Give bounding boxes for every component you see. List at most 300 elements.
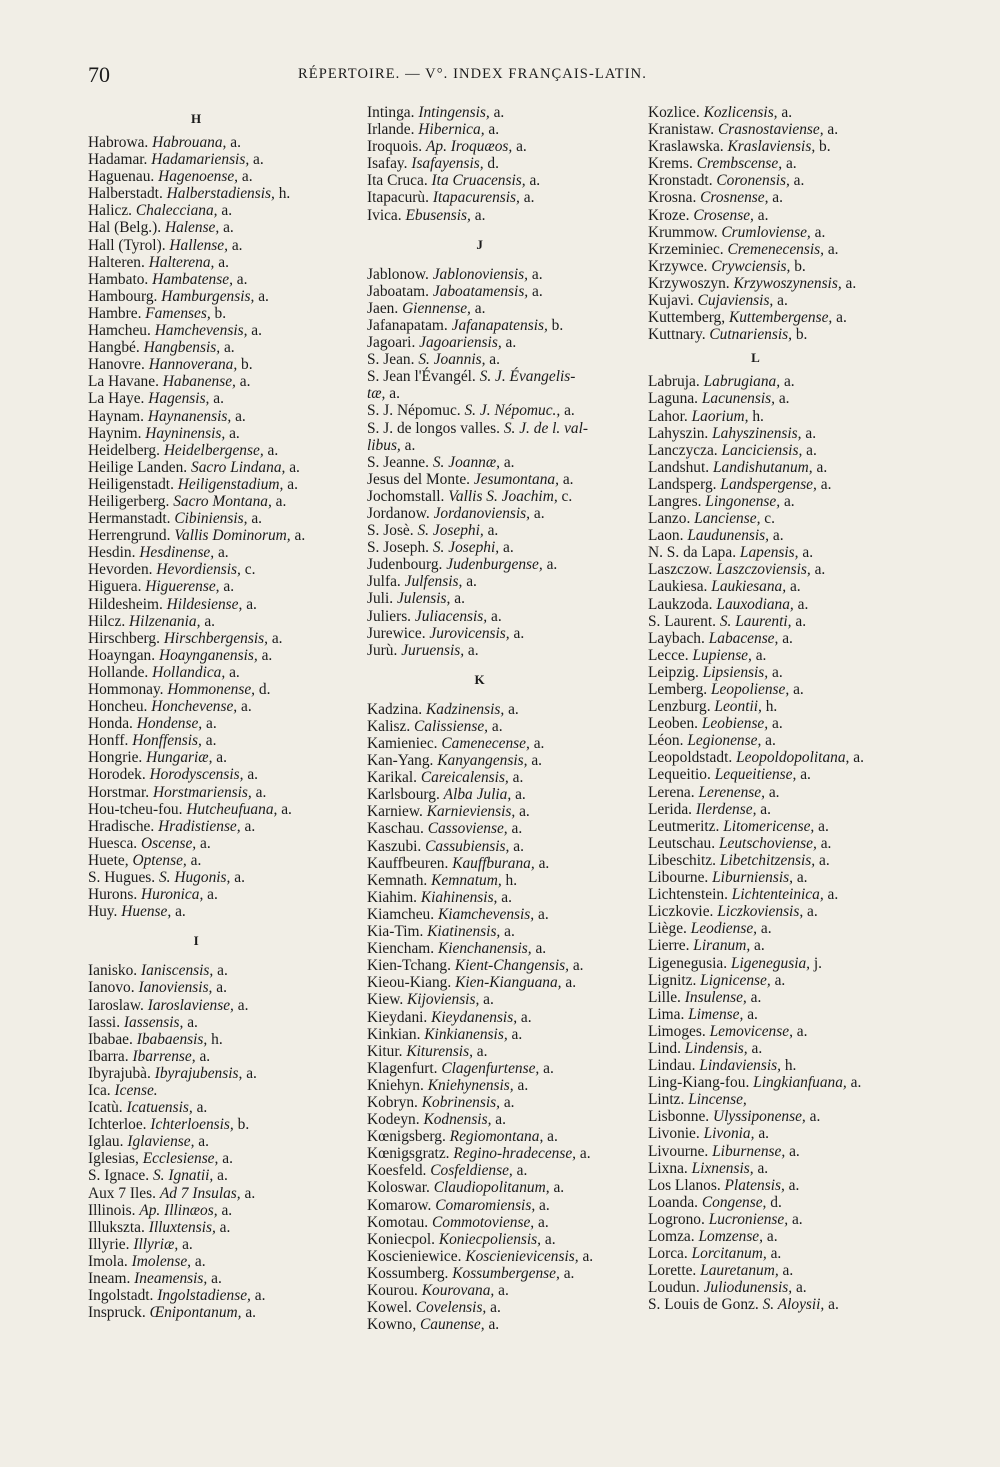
french-name: Jurewice.: [367, 624, 426, 642]
grade-code: b.: [819, 138, 831, 156]
grade-code: a.: [818, 817, 829, 835]
running-head: RÉPERTOIRE. — V°. INDEX FRANÇAIS-LATIN.: [298, 66, 647, 82]
latin-name: Hallense,: [169, 236, 228, 254]
index-entry: [648, 408, 864, 425]
grade-code: a.: [795, 1279, 807, 1297]
latin-name: Hayninensis,: [145, 424, 226, 442]
grade-code: a.: [223, 339, 235, 357]
grade-code: a.: [474, 206, 486, 224]
latin-name: Itapacurensis,: [432, 189, 520, 207]
latin-name: Congense,: [701, 1193, 767, 1211]
index-entry: [648, 749, 864, 766]
grade-code: a.: [827, 886, 839, 904]
french-name: Heidelberg.: [88, 441, 160, 459]
french-name: Komotau.: [367, 1213, 429, 1231]
index-entry: [648, 1143, 864, 1160]
index-entry: [367, 625, 593, 642]
grade-code: a.: [531, 752, 543, 770]
grade-code: a.: [788, 1176, 800, 1194]
french-name: Kroze.: [648, 206, 690, 224]
index-entry: [88, 237, 305, 254]
latin-name: Careicalensis,: [420, 769, 509, 787]
grade-code: a.: [853, 749, 864, 767]
index-entry: [88, 1048, 305, 1065]
index-column-1: [88, 104, 305, 1321]
latin-name: Chalecciana,: [135, 202, 218, 220]
index-entry: [367, 1316, 593, 1333]
index-entry: [648, 835, 864, 852]
latin-name: Ibabaensis,: [136, 1030, 208, 1048]
french-name: Lemberg.: [648, 681, 708, 698]
grade-code: a.: [789, 578, 801, 596]
french-name: Iroquois.: [367, 138, 423, 156]
french-name: Ibabae.: [88, 1030, 133, 1048]
french-name: Kieou-Kiang.: [367, 974, 452, 992]
index-entry: [367, 300, 593, 317]
index-entry: [367, 1009, 593, 1026]
french-name: Los Llanos.: [648, 1176, 721, 1194]
grade-code: a.: [404, 436, 416, 454]
french-name: Ianisko.: [88, 962, 138, 980]
index-entry: [88, 254, 305, 271]
latin-name: Lucroniense,: [708, 1210, 789, 1228]
index-entry: [367, 608, 593, 625]
index-entry: [367, 283, 593, 300]
latin-name: Platensis,: [724, 1176, 785, 1194]
index-entry: [88, 698, 305, 715]
grade-code: a.: [187, 1013, 198, 1031]
grade-code: a.: [267, 441, 279, 459]
french-name: Heiligerberg.: [88, 492, 170, 510]
grade-code: a.: [246, 1064, 257, 1082]
french-name: Jagoari.: [367, 334, 416, 352]
latin-name: Libetchitzensis,: [719, 851, 816, 869]
index-entry: [648, 1296, 864, 1313]
french-name: Lind.: [648, 1039, 681, 1057]
french-name: Itapacurù.: [367, 189, 429, 207]
latin-name: Lemovicense,: [709, 1022, 793, 1040]
latin-name: Lindaviensis,: [699, 1057, 781, 1075]
grade-code: a.: [754, 937, 765, 955]
latin-name: Hesdinense,: [139, 544, 215, 562]
latin-name: Lichtenteinica,: [731, 886, 824, 904]
grade-code: a.: [229, 663, 240, 681]
french-name: Hadamar.: [88, 151, 148, 169]
latin-name: Legionense,: [687, 732, 762, 750]
french-name: Lixna.: [648, 1159, 688, 1177]
french-name: Koesfeld.: [367, 1162, 427, 1180]
grade-code: a.: [771, 715, 783, 733]
grade-code: h.: [278, 185, 291, 203]
index-column-2: [367, 104, 593, 1333]
index-entry: [648, 309, 864, 326]
grade-code: a.: [241, 168, 253, 186]
index-entry: [367, 488, 593, 505]
latin-name: Leobiense,: [701, 715, 769, 733]
french-name: Kuttnary.: [648, 326, 706, 344]
french-name: Ica.: [88, 1081, 111, 1099]
french-name: Lindau.: [648, 1057, 696, 1075]
latin-name: Liburnense,: [712, 1142, 786, 1160]
latin-name: Laszczoviensis,: [716, 561, 811, 579]
latin-name: Lorcitanum,: [691, 1245, 767, 1263]
grade-code: a.: [806, 441, 817, 459]
french-name: Krzywoszyn.: [648, 274, 730, 292]
latin-name: Hirschbergensis,: [163, 629, 268, 647]
french-name: Ligenegusia.: [648, 954, 728, 972]
latin-name: Hadamariensis,: [151, 151, 250, 169]
latin-name: Clagenfurtense,: [441, 1059, 540, 1077]
grade-code: a.: [254, 1287, 266, 1305]
french-name: Huesca.: [88, 834, 138, 852]
french-name: Lintz.: [648, 1091, 685, 1109]
french-name: S. J. Népomuc.: [367, 402, 461, 420]
french-name: Honff.: [88, 732, 129, 750]
index-entry: [88, 1167, 305, 1184]
french-name: Horstmar.: [88, 783, 150, 801]
grade-code: a.: [807, 903, 818, 921]
index-entry: [367, 1265, 593, 1282]
grade-code: a.: [275, 492, 287, 510]
index-entry: [367, 1248, 593, 1265]
grade-code: a.: [800, 766, 811, 784]
latin-name: S. Aloysii,: [762, 1296, 825, 1314]
grade-code: a.: [814, 223, 826, 241]
french-name: Ingolstadt.: [88, 1287, 154, 1305]
grade-code: a.: [543, 1059, 554, 1077]
french-name: S. Laurent.: [648, 612, 716, 630]
grade-code: a.: [223, 219, 234, 237]
grade-code: a.: [805, 424, 817, 442]
latin-name: Crosense,: [693, 206, 754, 224]
french-name: Kœnigsgratz.: [367, 1145, 450, 1163]
latin-name: Icense.: [114, 1081, 158, 1099]
latin-name: Krzywoszynensis,: [733, 274, 842, 292]
french-name: Kowno,: [367, 1316, 417, 1334]
index-entry: [367, 923, 593, 940]
index-entry: [648, 596, 864, 613]
grade-code: d.: [770, 1193, 782, 1211]
grade-code: a.: [236, 270, 248, 288]
latin-name: Crasnostaviense,: [717, 121, 824, 139]
latin-name: Kanyangensis,: [437, 752, 528, 770]
french-name: Kozlice.: [648, 104, 700, 121]
french-name: Leutmeritz.: [648, 817, 720, 835]
french-name: Kourou.: [367, 1282, 418, 1299]
latin-name: S. Ignatii,: [152, 1167, 214, 1185]
french-name: Livourne.: [648, 1142, 709, 1160]
french-name: Hollande.: [88, 663, 149, 681]
latin-name: Oscense,: [141, 834, 197, 852]
index-entry: [648, 1177, 864, 1194]
index-entry: [367, 803, 593, 820]
index-entry: [367, 471, 593, 488]
grade-code: a.: [539, 1196, 550, 1214]
grade-code: a.: [538, 1213, 549, 1231]
index-entry: [367, 735, 593, 752]
french-name: Lille.: [648, 988, 681, 1006]
french-name: Haynam.: [88, 407, 144, 425]
french-name: Laybach.: [648, 629, 705, 647]
index-entry: [88, 459, 305, 476]
index-entry: [88, 1065, 305, 1082]
latin-name: S. Josephi,: [432, 539, 500, 557]
index-entry: [88, 766, 305, 783]
grade-code: c.: [244, 561, 256, 579]
index-entry: [367, 402, 593, 419]
latin-name: Ibyrajubensis,: [154, 1064, 243, 1082]
latin-name: S. Joannis,: [418, 351, 486, 369]
french-name: Lequeitio.: [648, 766, 711, 784]
french-name: Ita Cruca.: [367, 172, 428, 190]
index-entry: [88, 732, 305, 749]
latin-name: Cosfeldiense,: [430, 1162, 513, 1180]
grade-code: a.: [204, 612, 215, 630]
latin-name: Hagenoense,: [158, 168, 239, 186]
page-number: 70: [88, 62, 110, 87]
latin-name: Hannoverana,: [148, 356, 238, 374]
index-entry: [367, 573, 593, 590]
index-entry: [367, 1094, 593, 1111]
french-name: Koniecpol.: [367, 1230, 435, 1248]
grade-code: a.: [241, 698, 252, 716]
index-entry: [88, 1219, 305, 1236]
grade-code: a.: [231, 236, 243, 254]
latin-name: Kraslaviensis,: [727, 138, 816, 156]
grade-code: a.: [850, 1074, 862, 1092]
grade-code: a.: [523, 189, 535, 207]
grade-code: a.: [222, 1150, 233, 1168]
index-entry: [367, 769, 593, 786]
latin-name: Lupiense,: [692, 646, 752, 664]
french-name: Ibarra.: [88, 1047, 129, 1065]
index-entry: [88, 1253, 305, 1270]
grade-code: a.: [766, 1228, 778, 1245]
latin-name: Sacro Lindana,: [191, 458, 286, 476]
index-entry: [88, 647, 305, 664]
french-name: Hall (Tyrol).: [88, 236, 166, 254]
index-entry: [648, 1245, 864, 1262]
french-name: Hoayngan.: [88, 646, 156, 664]
french-name: Kiamcheu.: [367, 905, 435, 923]
french-name: Kaschau.: [367, 820, 424, 838]
index-entry: [367, 872, 593, 889]
grade-code: b.: [795, 326, 808, 344]
latin-name: Ichterloensis,: [150, 1116, 234, 1134]
french-name: Honda.: [88, 715, 133, 733]
latin-name: Regino-hradecense,: [453, 1145, 577, 1163]
french-name: Kien-Tchang.: [367, 957, 451, 975]
french-name: Iglesias,: [88, 1150, 139, 1168]
grade-code: a.: [515, 786, 526, 804]
grade-code: a.: [246, 595, 257, 613]
index-entry: [648, 1279, 864, 1296]
index-entry: [88, 1031, 305, 1048]
index-entry: [648, 138, 864, 155]
latin-name: Kodnensis,: [423, 1111, 492, 1129]
grade-code: a.: [234, 869, 245, 887]
french-name: Kodeyn.: [367, 1111, 420, 1129]
french-name: Landshut.: [648, 458, 710, 476]
index-entry: [648, 869, 864, 886]
grade-code: a.: [782, 1262, 794, 1280]
grade-code: a.: [221, 202, 233, 220]
french-name: Kadzina.: [367, 700, 423, 718]
index-entry: [88, 1202, 305, 1219]
latin-name: Kient-Changensis,: [454, 957, 569, 975]
french-name: Hevorden.: [88, 561, 153, 579]
grade-code: a.: [216, 979, 227, 997]
french-name: Lahor.: [648, 407, 688, 425]
grade-code: a.: [493, 104, 505, 121]
latin-name: Hondense,: [136, 715, 203, 733]
grade-code: a.: [200, 834, 211, 852]
french-name: Lerida.: [648, 800, 693, 818]
index-entry: [648, 442, 864, 459]
french-name: Kronstadt.: [648, 172, 713, 190]
latin-name: Vallis Dominorum,: [174, 527, 291, 545]
index-entry: [88, 185, 305, 202]
index-entry: [88, 997, 305, 1014]
index-entry: [367, 1145, 593, 1162]
latin-name: Huronica,: [141, 886, 204, 904]
latin-name: Horstmariensis,: [153, 783, 252, 801]
grade-code: a.: [747, 1005, 758, 1023]
section-letter: H: [191, 111, 203, 126]
grade-code: a.: [781, 104, 793, 121]
index-entry: [88, 1133, 305, 1150]
latin-name: Kourovana,: [421, 1282, 495, 1299]
index-entry: [88, 979, 305, 996]
grade-code: a.: [751, 1039, 763, 1057]
latin-name: Koscienievicensis,: [465, 1247, 579, 1265]
latin-name: Intingensis,: [418, 104, 490, 121]
index-entry: [367, 1111, 593, 1128]
latin-name: Landspergense,: [720, 475, 817, 493]
index-entry: [367, 437, 593, 454]
grade-code: a.: [245, 1304, 257, 1322]
grade-code: a.: [532, 282, 543, 300]
latin-name: Ulyssiponense,: [713, 1108, 806, 1126]
latin-name: Coronensis,: [716, 172, 790, 190]
french-name: Krosna.: [648, 189, 697, 207]
latin-name: Ilerdense,: [695, 800, 757, 818]
latin-name: S. Josephi,: [417, 522, 484, 540]
grade-code: a.: [789, 1142, 800, 1160]
french-name: Landsperg.: [648, 475, 717, 493]
grade-code: a.: [529, 172, 541, 190]
latin-name: Hommonense,: [167, 681, 256, 698]
grade-code: a.: [791, 1210, 803, 1228]
french-name: Jablonow.: [367, 265, 429, 283]
grade-code: b.: [214, 304, 227, 322]
latin-name: Hildesiense,: [166, 595, 243, 613]
grade-code: a.: [508, 700, 519, 718]
grade-code: a.: [531, 265, 543, 283]
french-name: Lisbonne.: [648, 1108, 710, 1126]
french-name: Libourne.: [648, 869, 709, 887]
grade-code: a.: [795, 612, 807, 630]
french-name: Lorca.: [648, 1245, 688, 1263]
latin-name: Sacro Montana,: [173, 492, 272, 510]
latin-name: Cujaviensis,: [697, 292, 774, 310]
latin-name: Halense,: [164, 219, 220, 237]
latin-name: Hradistiense,: [158, 817, 241, 835]
latin-name: Huense,: [121, 903, 172, 921]
french-name: Heiligenstadt.: [88, 475, 174, 493]
grade-code: a.: [489, 351, 500, 369]
index-entry: [648, 766, 864, 783]
french-name: Hanovre.: [88, 356, 145, 374]
french-name: Koscieniewice.: [367, 1247, 462, 1265]
latin-name: Heiligenstadium,: [177, 475, 284, 493]
latin-name: Kobrinensis,: [421, 1093, 500, 1111]
index-entry: [648, 241, 864, 258]
latin-name: Jablonoviensis,: [432, 265, 529, 283]
french-name: Karniew.: [367, 803, 423, 821]
latin-name: Liczkoviensis,: [717, 903, 804, 921]
grade-code: c.: [561, 487, 573, 505]
index-entry: [648, 698, 864, 715]
french-name: Kujavi.: [648, 292, 694, 310]
index-entry: [88, 903, 305, 920]
grade-code: a.: [490, 607, 502, 625]
latin-name: Laorium,: [691, 407, 749, 425]
latin-name: Haynanensis,: [147, 407, 232, 425]
index-entry: [648, 732, 864, 749]
grade-code: a.: [206, 715, 217, 733]
index-entry: [367, 207, 593, 224]
grade-code: a.: [389, 385, 400, 403]
index-entry: [88, 852, 305, 869]
index-entry: [367, 1060, 593, 1077]
latin-name: Kuttembergense,: [728, 309, 833, 327]
index-entry: [88, 442, 305, 459]
index-entry: [88, 1304, 305, 1321]
grade-code: a.: [244, 817, 256, 835]
french-name: Hildesheim.: [88, 595, 163, 613]
latin-name: Julensis,: [396, 590, 451, 608]
index-entry: [88, 305, 305, 322]
french-name: Kniehyn.: [367, 1076, 424, 1094]
index-entry: [367, 121, 593, 138]
index-entry: [88, 596, 305, 613]
latin-name: Ap. Illinæos,: [139, 1201, 218, 1219]
latin-name: Heidelbergense,: [163, 441, 264, 459]
latin-name: S. J. Évangelis-: [479, 368, 576, 386]
index-entry: [88, 1236, 305, 1253]
latin-name: Kozlicensis,: [703, 104, 778, 121]
grade-code: a.: [247, 766, 259, 784]
latin-name: Commotoviense,: [432, 1213, 535, 1231]
latin-name: Lapensis,: [739, 544, 799, 562]
latin-name: Horodyscensis,: [149, 766, 244, 784]
latin-name: Covelensis,: [415, 1299, 487, 1317]
index-entry: [367, 1077, 593, 1094]
french-name: Herrengrund.: [88, 527, 171, 545]
french-name: Kamieniec.: [367, 735, 438, 752]
french-name: Krummow.: [648, 223, 718, 241]
latin-name: Jafanapatensis,: [451, 316, 548, 334]
index-entry: [367, 351, 593, 368]
index-entry: [648, 613, 864, 630]
french-name: Icatù.: [88, 1099, 123, 1117]
french-name: Komarow.: [367, 1196, 432, 1214]
index-entry: [367, 539, 593, 556]
index-entry: [648, 1228, 864, 1245]
grade-code: a.: [513, 837, 524, 855]
french-name: Ichterloe.: [88, 1116, 147, 1134]
